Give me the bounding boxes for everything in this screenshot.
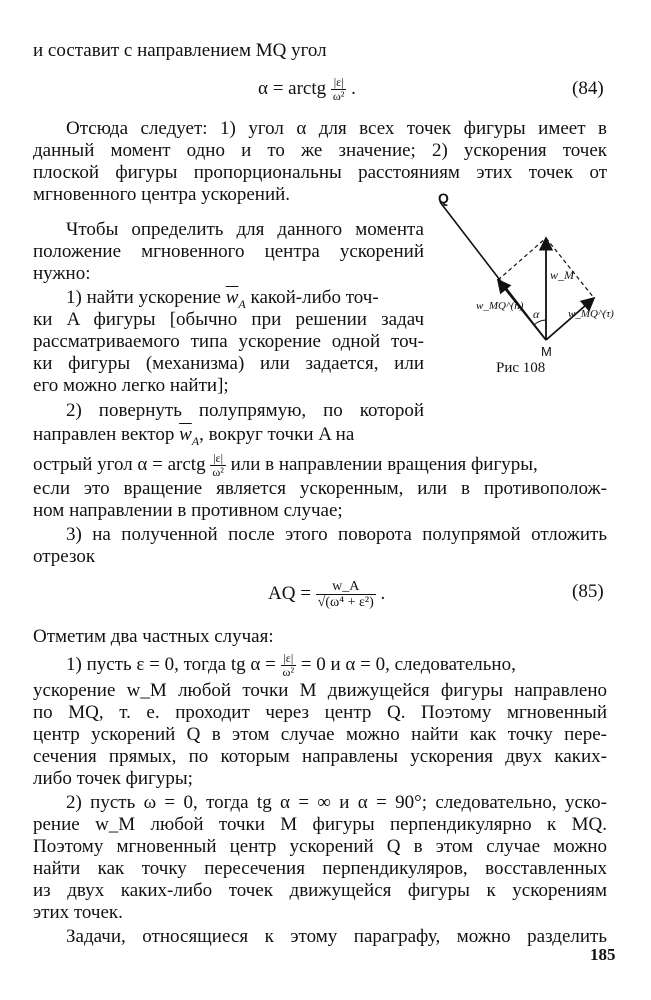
label-wmq-n: w_MQ^(n)	[476, 300, 524, 312]
dashed-line	[498, 238, 546, 280]
text-line: отрезок	[33, 546, 96, 567]
fraction: $\frac{|\varepsilon|}{\text{ω²}}$	[332, 75, 345, 103]
text-line: Чтобы определить для данного момента	[66, 219, 424, 240]
text-line: нужно:	[33, 263, 91, 284]
text-line: данный момент одно и то же значение; 2) ускорения точек	[33, 140, 607, 161]
figure-caption: Рис 108	[496, 360, 546, 376]
label-q: Q	[438, 190, 449, 206]
fraction: $\frac{|\varepsilon|}{\text{ω²}}$	[282, 651, 295, 679]
equation-84: α = arctg $\frac{|\varepsilon|}{\text{ω²}}$ .	[258, 75, 356, 103]
label-m: M	[541, 344, 552, 359]
text-line: и составит с направлением MQ угол	[33, 40, 327, 61]
text-line: сечения прямых, по которым направлены ускорения двух каких-	[33, 746, 607, 767]
equation-85: AQ = $\frac{w\_A}{\text{√(ω⁴ + ε²)}}$ .	[268, 579, 386, 610]
label-alpha: α	[533, 307, 540, 321]
text-line: острый угол α = arctg $\frac{|\varepsilon|}{\text{ω²}}$ или в направлении вращения фигуры,	[33, 451, 538, 479]
text-line: рассматриваемого типа ускорение одной точ-	[33, 331, 424, 352]
text-line: 2) пусть ω = 0, тогда tg α = ∞ и α = 90°; следовательно, уско-	[66, 792, 607, 813]
text-line: либо точек фигуры;	[33, 768, 193, 789]
text-line: Отсюда следует: 1) угол α для всех точек фигуры имеет в	[66, 118, 607, 139]
text-line: найти как точку пересечения перпендикуляров, восставленных	[33, 858, 607, 879]
fraction: $\frac{w\_A}{\text{√(ω⁴ + ε²)}}$	[317, 579, 374, 610]
equation-number: (85)	[572, 581, 604, 602]
text-line: рение w_M любой точки M фигуры перпендикулярно к MQ.	[33, 814, 607, 835]
text-line: его можно легко найти];	[33, 375, 229, 396]
text-line: ускорение w_M любой точки M движущейся фигуры направлено	[33, 680, 607, 701]
text-line: 3) на полученной после этого поворота полупрямой отложить	[66, 524, 607, 545]
text-line: 2) повернуть полупрямую, по которой	[66, 400, 424, 421]
page-number: 185	[590, 945, 616, 964]
text-line: 1) пусть ε = 0, тогда tg α = $\frac{|\varepsilon|}{\text{ω²}}$ = 0 и α = 0, следовательно,	[66, 651, 516, 679]
text-line: направлен вектор $\overline{w}_A$, вокруг точки A на	[33, 424, 355, 448]
text-line: Отметим два частных случая:	[33, 626, 274, 647]
text-line: центр ускорений Q в этом случае можно найти как точку пере-	[33, 724, 607, 745]
text-line: если это вращение является ускоренным, или в противополож-	[33, 478, 607, 499]
text-line: Поэтому мгновенный центр ускорений Q в этом случае можно	[33, 836, 607, 857]
text-line: мгновенного центра ускорений.	[33, 184, 291, 205]
text-line: положение мгновенного центра ускорений	[33, 241, 424, 262]
text-line: 1) найти ускорение $\overline{w}_A$ какой-либо точ-	[66, 287, 379, 311]
label-wmq-t: w_MQ^(τ)	[568, 308, 614, 320]
equation-number: (84)	[572, 78, 604, 99]
text-line: плоской фигуры пропорциональны расстояниям этих точек от	[33, 162, 607, 183]
text-line: Задачи, относящиеся к этому параграфу, можно разделить	[66, 926, 607, 947]
fraction: $\frac{|\varepsilon|}{\text{ω²}}$	[212, 451, 224, 479]
text-line: ки фигуры (механизма) или задается, или	[33, 353, 424, 374]
text-line: ном направлении в противном случае;	[33, 500, 343, 521]
text-line: по MQ, т. е. проходит через центр Q. Поэтому мгновенный	[33, 702, 607, 723]
label-wm: w_M	[550, 268, 574, 282]
text-line: ки A фигуры [обычно при решении задач	[33, 309, 424, 330]
text-line: этих точек.	[33, 902, 123, 923]
text-line: из двух каких-либо точек движущейся фигуры к ускорениям	[33, 880, 607, 901]
